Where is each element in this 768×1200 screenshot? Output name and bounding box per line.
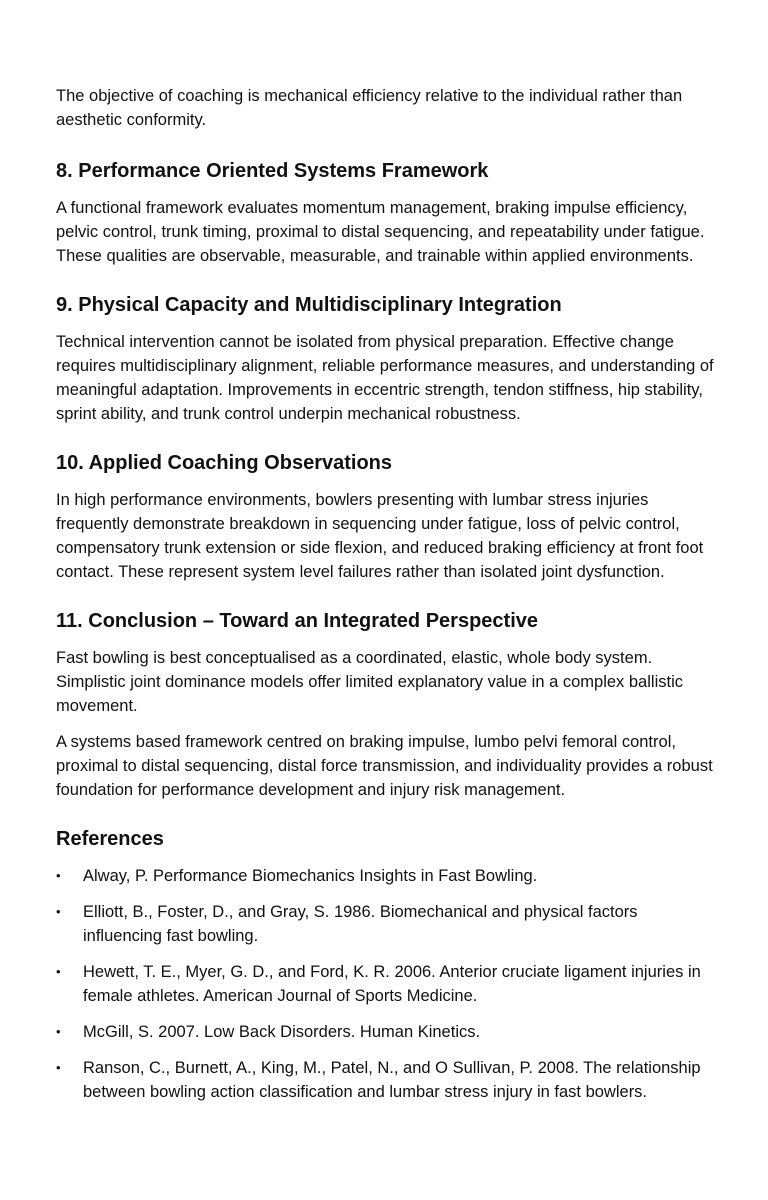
reference-item [56,900,714,948]
section-11 [56,608,714,802]
reference-text: McGill, S. 2007. Low Back Disorders. Human Kinetics. [83,1023,481,1041]
section-heading: 11. Conclusion – Toward an Integrated Perspective [56,610,538,632]
reference-item [56,1056,714,1104]
reference-text: Ranson, C., Burnett, A., King, M., Patel, N., and O Sullivan, P. 2008. The relationship between bowling action classification and lumbar stress injury in fast bowlers. [83,1059,701,1101]
section-heading: 9. Physical Capacity and Multidisciplinary Integration [56,294,562,316]
bullet-icon: • [56,1024,61,1039]
section-9 [56,292,714,426]
reference-item [56,1020,714,1044]
section-paragraph: Fast bowling is best conceptualised as a coordinated, elastic, whole body system. Simplistic joint dominance models offer limited explanatory value in a complex ballistic movement. [56,649,683,715]
section-paragraph: A systems based framework centred on braking impulse, lumbo pelvi femoral control, proximal to distal sequencing, distal force transmission, and individuality provides a robust foundation for performance development and injury risk management. [56,733,713,799]
intro-paragraph: The objective of coaching is mechanical efficiency relative to the individual rather than aesthetic conformity. [56,87,683,129]
reference-item [56,864,714,888]
reference-text: Elliott, B., Foster, D., and Gray, S. 1986. Biomechanical and physical factors influencing fast bowling. [83,903,638,945]
section-10 [56,450,714,584]
bullet-icon: • [56,1060,61,1075]
references-section [56,826,714,1104]
section-paragraph: Technical intervention cannot be isolated from physical preparation. Effective change requires multidisciplinary alignment, reliable performance measures, and understanding of meaningful adaptation. Improvements in eccentric strength, tendon stiffness, hip stability, sprint ability, and trunk control underpin mechanical robustness. [56,333,714,423]
reference-text: Hewett, T. E., Myer, G. D., and Ford, K. R. 2006. Anterior cruciate ligament injuries in female athletes. American Journal of Sports Medicine. [83,963,701,1005]
section-heading: 8. Performance Oriented Systems Framework [56,160,489,182]
references-heading: References [56,828,164,850]
bullet-icon: • [56,868,61,883]
bullet-icon: • [56,964,61,979]
section-paragraph: In high performance environments, bowlers presenting with lumbar stress injuries frequently demonstrate breakdown in sequencing under fatigue, loss of pelvic control, compensatory trunk extension or side flexion, and reduced braking efficiency at front foot contact. These represent system level failures rather than isolated joint dysfunction. [56,491,704,581]
reference-item [56,960,714,1008]
bullet-icon: • [56,904,61,919]
section-8 [56,158,714,268]
references-list [56,864,714,1104]
reference-text: Alway, P. Performance Biomechanics Insights in Fast Bowling. [83,867,538,885]
section-heading: 10. Applied Coaching Observations [56,452,392,474]
section-paragraph: A functional framework evaluates momentum management, braking impulse efficiency, pelvic control, trunk timing, proximal to distal sequencing, and repeatability under fatigue. These qualities are observable, measurable, and trainable within applied environments. [56,199,705,265]
